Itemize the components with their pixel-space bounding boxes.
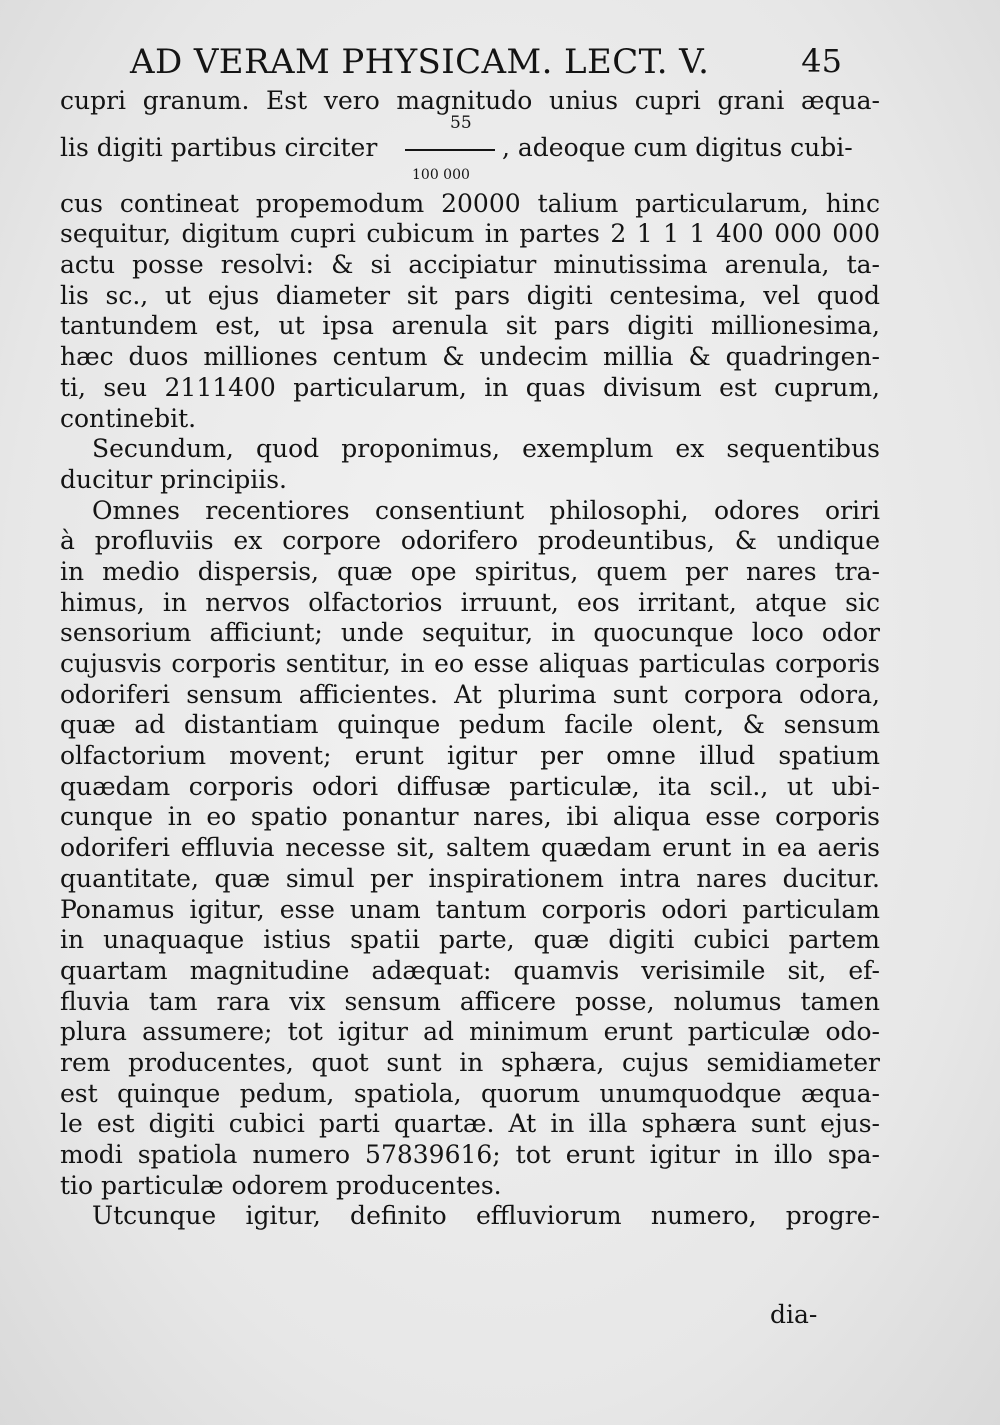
text-line: olfactorium movent; erunt igitur per omne illud spatium [60,741,880,771]
text-line: cupri granum. Est vero magnitudo unius cupri grani æqua- [60,86,880,115]
text-line: himus, in nervos olfactorios irruunt, eos irritant, atque sic [60,587,880,617]
fraction-line-after: , adeoque cum digitus cubi- [502,132,853,162]
text-line: cus contineat propemodum 20000 talium particularum, hinc [60,188,880,218]
text-line: quartam magnitudine adæquat: quamvis verisimile sit, ef- [60,955,880,985]
text-line: sensorium afficiunt; unde sequitur, in quocunque loco odor [60,618,880,648]
fraction-denominator: 100 000 [412,166,470,183]
text-line: in medio dispersis, quæ ope spiritus, quem per nares tra- [60,556,880,586]
text-line: rem producentes, quot sunt in sphæra, cujus semidiameter [60,1047,880,1077]
paragraph-start-line: Omnes recentiores consentiunt philosophi, odores oriri [92,495,880,525]
paragraph-start-line: Utcunque igitur, definito effluviorum numero, progre- [92,1201,880,1231]
body-text [60,86,880,1232]
paragraph-start-line: Secundum, quod proponimus, exemplum ex sequentibus [92,434,880,464]
text-line: odoriferi sensum afficientes. At plurima sunt corpora odora, [60,679,880,709]
text-line: in unaquaque istius spatii parte, quæ digiti cubici partem [60,925,880,955]
text-line: modi spatiola numero 57839616; tot erunt igitur in illo spa- [60,1140,880,1169]
page-number: 45 [801,42,842,80]
text-line: cujusvis corporis sentitur, in eo esse aliquas particulas corporis [60,649,880,678]
text-line: tantundem est, ut ipsa arenula sit pars digiti millionesima, [60,311,880,341]
text-line: quædam corporis odori diffusæ particulæ, ita scil., ut ubi- [60,771,880,801]
text-line: cunque in eo spatio ponantur nares, ibi aliqua esse corporis [60,802,880,832]
text-line: ti, seu 2111400 particularum, in quas divisum est cuprum, [60,372,880,402]
page-header [130,42,850,84]
text-line: plura assumere; tot igitur ad minimum erunt particulæ odo- [60,1017,880,1047]
running-title: AD VERAM PHYSICAM. LECT. V. [130,42,710,82]
fraction-numerator: 55 [450,112,472,133]
text-line: le est digiti cubici parti quartæ. At in illa sphæra sunt ejus- [60,1109,880,1139]
text-line: sequitur, digitum cupri cubicum in partes 2 1 1 1 400 000 000 [60,219,880,249]
fraction-bar [405,149,495,151]
text-line: odoriferi effluvia necesse sit, saltem quædam erunt in ea aeris [60,833,880,863]
text-line: lis sc., ut ejus diameter sit pars digiti centesima, vel quod [60,280,880,310]
text-line: actu posse resolvi: & si accipiatur minutissima arenula, ta- [60,250,880,280]
text-line: est quinque pedum, spatiola, quorum unumquodque æqua- [60,1078,880,1108]
text-line: continebit. [60,403,197,433]
fraction-line [60,112,880,189]
text-line: quæ ad distantiam quinque pedum facile olent, & sensum [60,710,880,740]
text-line: à profluviis ex corpore odorifero prodeuntibus, & undique [60,526,880,556]
catchword: dia- [770,1300,818,1329]
text-line: quantitate, quæ simul per inspirationem intra nares ducitur. [60,863,880,893]
text-line: hæc duos milliones centum & undecim millia & quadringen- [60,342,880,372]
text-line: ducitur principiis. [60,464,287,494]
text-line: Ponamus igitur, esse unam tantum corporis odori particulam [60,894,880,924]
text-line: fluvia tam rara vix sensum afficere posse, nolumus tamen [60,986,880,1016]
fraction-line-before: lis digiti partibus circiter [60,132,378,162]
text-line: tio particulæ odorem producentes. [60,1170,502,1200]
